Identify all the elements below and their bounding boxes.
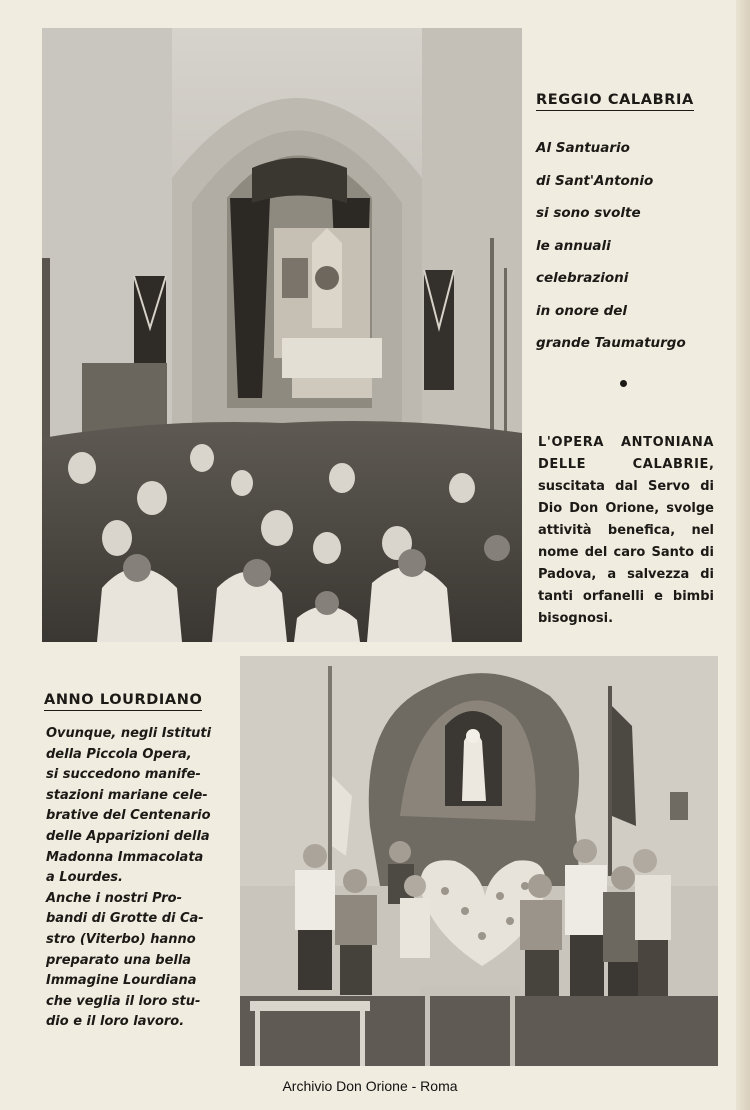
church-interior-photo — [42, 28, 522, 642]
text-line: Immagine Lourdiana — [46, 973, 197, 989]
grotto-illustration — [240, 656, 718, 1066]
text-line: delle Apparizioni della — [46, 828, 210, 844]
text-line: Madonna Immacolata — [46, 849, 204, 865]
opera-text: , suscitata dal Servo di Dio Don Orione, svolge attività benefica, nel nome del caro Santo di Padova, a salvezza di tanti orfanelli e bimbi bisognosi. — [538, 457, 714, 626]
verse-line: le annuali — [536, 237, 611, 254]
text-line: stro (Viterbo) hanno — [46, 931, 196, 947]
text-line: che veglia il loro stu- — [46, 993, 201, 1009]
text-line: a Lourdes. — [46, 870, 123, 886]
footer-archive-credit: Archivio Don Orione - Roma — [282, 1078, 458, 1094]
lourdes-grotto-photo — [240, 656, 718, 1066]
opera-title: L'OPERA ANTONIANA DELLE CALABRIE — [538, 435, 714, 472]
text-line: si succedono manife- — [46, 767, 201, 783]
text-line: della Piccola Opera, — [46, 746, 192, 762]
text-line: Anche i nostri Pro- — [46, 890, 182, 906]
text-line: dio e il loro lavoro. — [46, 1014, 185, 1030]
verse-line: celebrazioni — [536, 270, 629, 286]
verse-line: grande Taumaturgo — [536, 335, 686, 351]
section-heading-anno-lourdiano: ANNO LOURDIANO — [44, 692, 202, 711]
verse-line: di Sant'Antonio — [536, 172, 654, 189]
verse-line: si sono svolte — [536, 205, 641, 221]
text-line: stazioni mariane cele- — [46, 787, 208, 803]
opera-antoniana-paragraph — [538, 432, 714, 630]
section-heading-reggio-calabria: REGGIO CALABRIA — [536, 92, 694, 111]
text-line: preparato una bella — [46, 952, 192, 968]
verse-line: in onore del — [536, 302, 628, 319]
separator-bullet — [620, 380, 627, 387]
reggio-verse — [536, 135, 736, 363]
text-line: Ovunque, negli Istituti — [46, 726, 212, 741]
church-interior-illustration — [42, 28, 522, 642]
text-line: brative del Centenario — [46, 808, 211, 824]
text-line: bandi di Grotte di Ca- — [46, 911, 204, 927]
verse-line: Al Santuario — [536, 140, 630, 156]
lourdes-paragraph — [46, 724, 236, 1033]
page-edge — [736, 0, 750, 1110]
